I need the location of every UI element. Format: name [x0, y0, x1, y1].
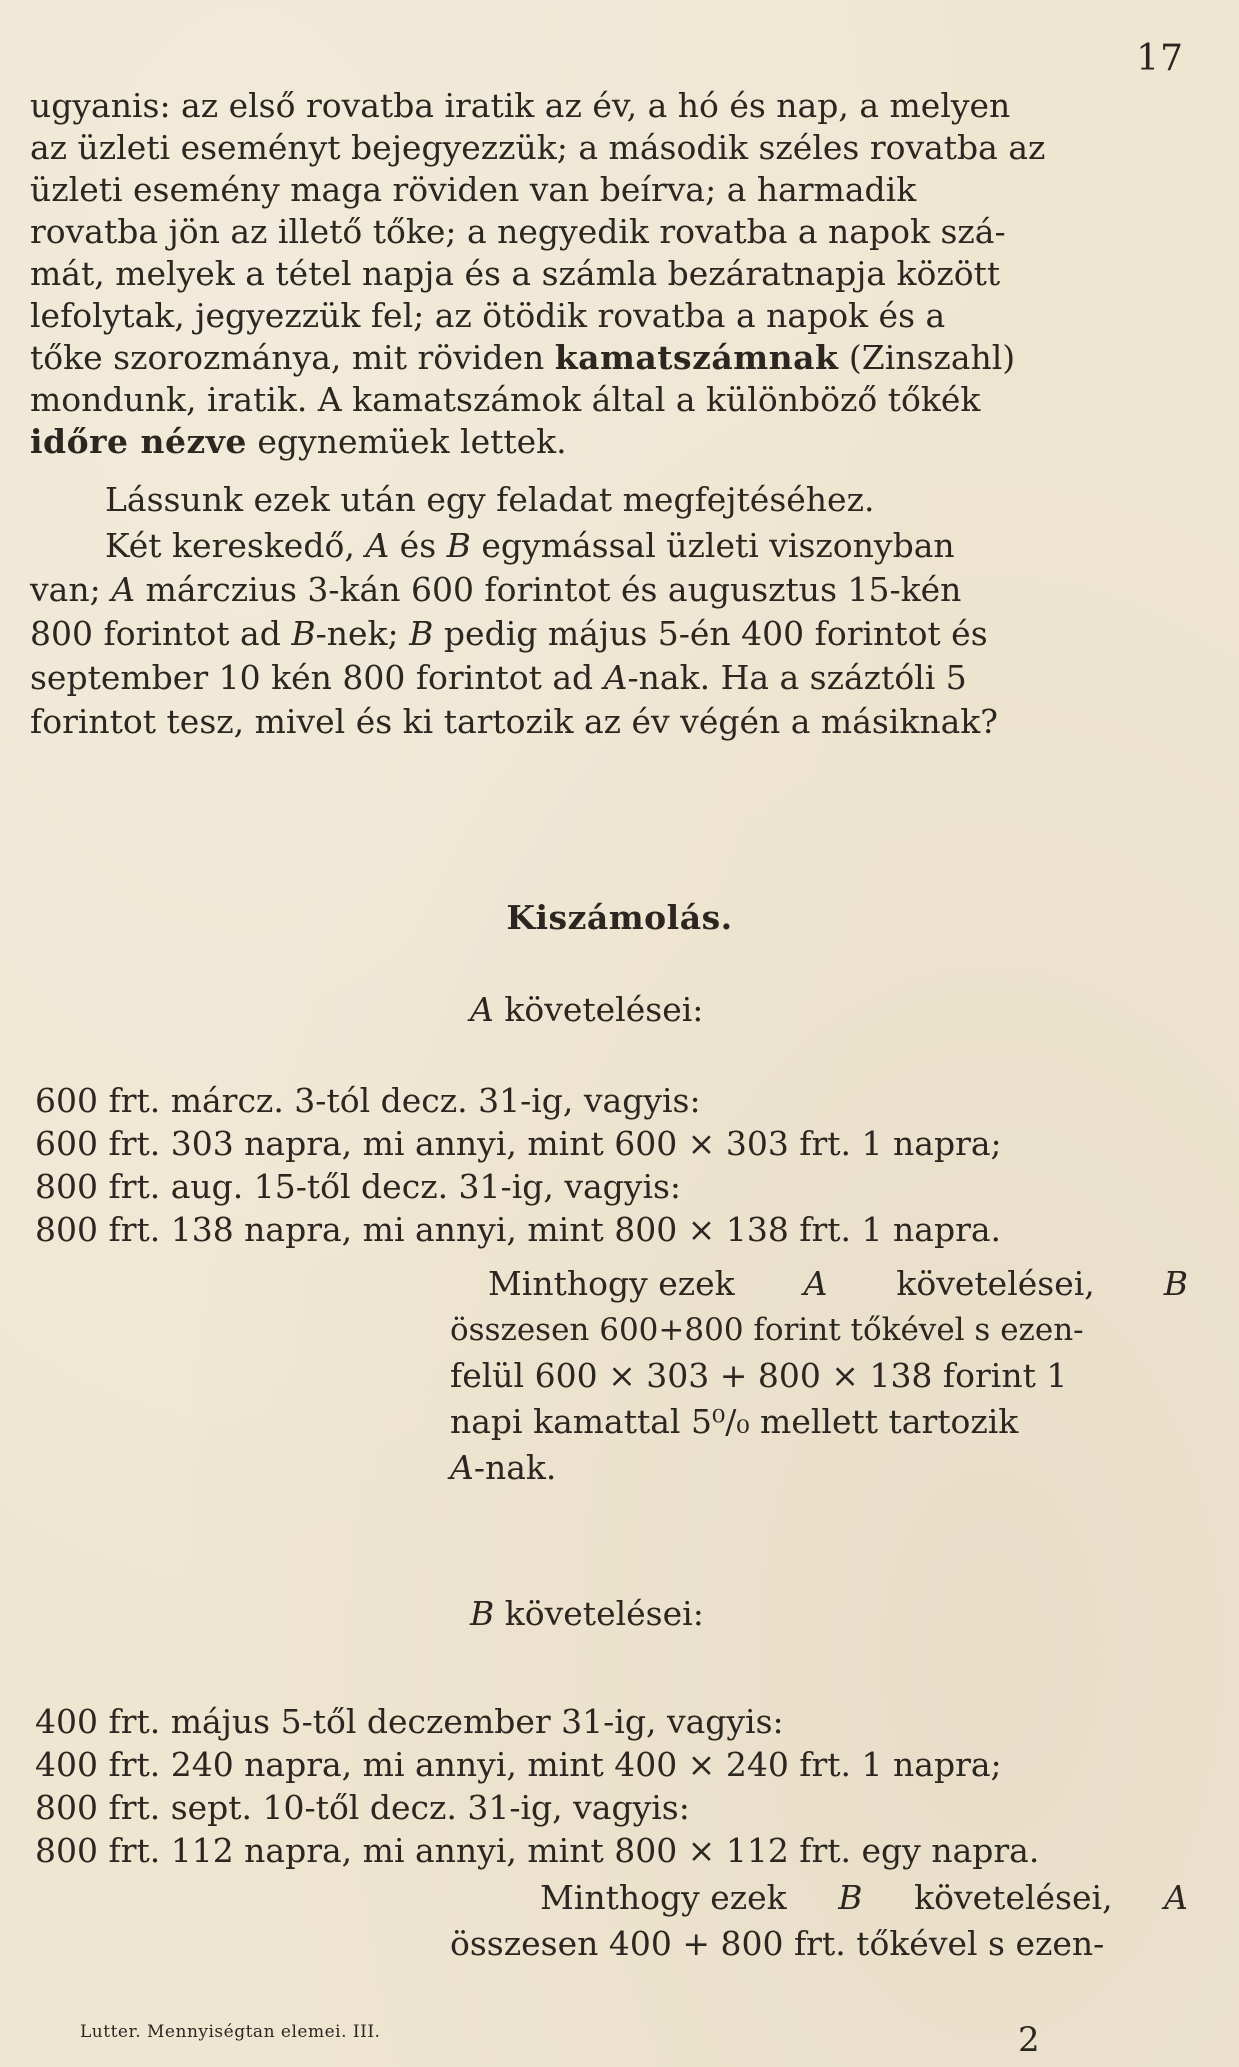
text-span: september 10 kén 800 forintot ad — [30, 658, 594, 697]
text-line: összesen 400 + 800 frt. tőkével s ezen- — [450, 1924, 1105, 1963]
italic-letter: A — [450, 1448, 474, 1487]
italic-letter: A — [111, 570, 136, 609]
text-line — [30, 614, 988, 654]
text-span: egymással üzleti viszonyban — [481, 526, 955, 565]
italic-letter: B — [838, 1878, 863, 1917]
text-span: egynemüek lettek. — [257, 422, 567, 461]
italic-letter: A — [470, 990, 494, 1029]
italic-letter: B — [291, 614, 316, 653]
text-line — [105, 526, 955, 566]
text-line: összesen 600+800 forint tőkével s ezen- — [450, 1312, 1084, 1348]
italic-letter: A — [1164, 1878, 1188, 1917]
italic-letter: B — [1163, 1264, 1188, 1303]
text-line: mondunk, iratik. A kamatszámok által a különböző tőkék — [30, 380, 981, 419]
italic-letter: A — [603, 658, 628, 697]
text-span: -nak. Ha a száztóli 5 — [627, 658, 967, 697]
text-line: 600 frt. 303 napra, mi annyi, mint 600 ⨯ 303 frt. 1 napra; — [35, 1124, 1002, 1163]
italic-letter: B — [409, 614, 434, 653]
italic-letter: A — [365, 526, 390, 565]
footer-text: Lutter. Mennyiségtan elemei. III. — [80, 2022, 381, 2042]
text-line: üzleti esemény maga röviden van beírva; a harmadik — [30, 170, 917, 209]
text-span: és — [399, 526, 437, 565]
italic-letter: A — [803, 1264, 828, 1303]
text-line — [488, 1264, 1188, 1304]
text-line: forintot tesz, mivel és ki tartozik az év végén a másiknak? — [30, 702, 998, 741]
text-line: 800 frt. 138 napra, mi annyi, mint 800 ⨯ 138 frt. 1 napra. — [35, 1210, 1002, 1249]
text-line: 400 frt. 240 napra, mi annyi, mint 400 ⨯ 240 frt. 1 napra; — [35, 1745, 1002, 1784]
bold-term: időre nézve — [30, 422, 247, 461]
text-span: (Zinszahl) — [848, 338, 1016, 377]
section-b-title — [470, 1594, 704, 1634]
text-line: lefolytak, jegyezzük fel; az ötödik rovatba a napok és a — [30, 296, 946, 335]
text-span: követelései, — [914, 1878, 1113, 1917]
text-line: ugyanis: az első rovatba iratik az év, a hó és nap, a melyen — [30, 86, 1011, 125]
text-line: 600 frt. márcz. 3-tól decz. 31-ig, vagyis: — [35, 1081, 701, 1120]
text-span: márczius 3-kán 600 forintot és augusztus 15-kén — [145, 570, 962, 609]
text-line — [30, 570, 961, 610]
text-line — [30, 422, 567, 462]
text-line: 800 frt. aug. 15-től decz. 31-ig, vagyis: — [35, 1167, 682, 1206]
text-line — [30, 658, 967, 698]
text-line — [30, 338, 1015, 378]
section-heading: Kiszámolás. — [506, 898, 733, 937]
text-line — [540, 1878, 1188, 1918]
text-span: 800 forintot ad — [30, 614, 281, 653]
text-span: Minthogy ezek — [540, 1878, 787, 1917]
text-line: napi kamattal 5⁰/₀ mellett tartozik — [450, 1402, 1019, 1441]
text-span: Minthogy ezek — [488, 1264, 735, 1303]
text-line: 400 frt. május 5-től deczember 31-ig, vagyis: — [35, 1702, 784, 1741]
text-span: Két kereskedő, — [105, 526, 355, 565]
bold-term: kamatszámnak — [554, 338, 839, 377]
text-span: -nek; — [315, 614, 399, 653]
text-span: pedig május 5-én 400 forintot és — [443, 614, 988, 653]
section-a-title — [470, 990, 703, 1030]
text-span: követelései: — [504, 990, 704, 1029]
page-number: 17 — [1136, 38, 1184, 79]
text-span: követelései: — [504, 1594, 704, 1633]
text-line: mát, melyek a tétel napja és a számla bezáratnapja között — [30, 254, 1001, 293]
text-line: 800 frt. 112 napra, mi annyi, mint 800 ⨯ 112 frt. egy napra. — [35, 1831, 1040, 1870]
text-span: -nak. — [473, 1448, 557, 1487]
italic-letter: B — [470, 1594, 495, 1633]
text-line: felül 600 ⨯ 303 + 800 ⨯ 138 forint 1 — [450, 1356, 1068, 1395]
text-span: követelései, — [896, 1264, 1095, 1303]
italic-letter: B — [446, 526, 471, 565]
text-line: rovatba jön az illető tőke; a negyedik rovatba a napok szá- — [30, 212, 1006, 251]
signature-mark: 2 — [1018, 2020, 1040, 2060]
text-span: van; — [30, 570, 101, 609]
text-line: 800 frt. sept. 10-től decz. 31-ig, vagyis: — [35, 1788, 690, 1827]
text-line: az üzleti eseményt bejegyezzük; a második széles rovatba az — [30, 128, 1046, 167]
text-span: tőke szorozmánya, mit röviden — [30, 338, 545, 377]
text-line: Lássunk ezek után egy feladat megfejtéséhez. — [105, 480, 875, 519]
text-line — [450, 1448, 556, 1488]
